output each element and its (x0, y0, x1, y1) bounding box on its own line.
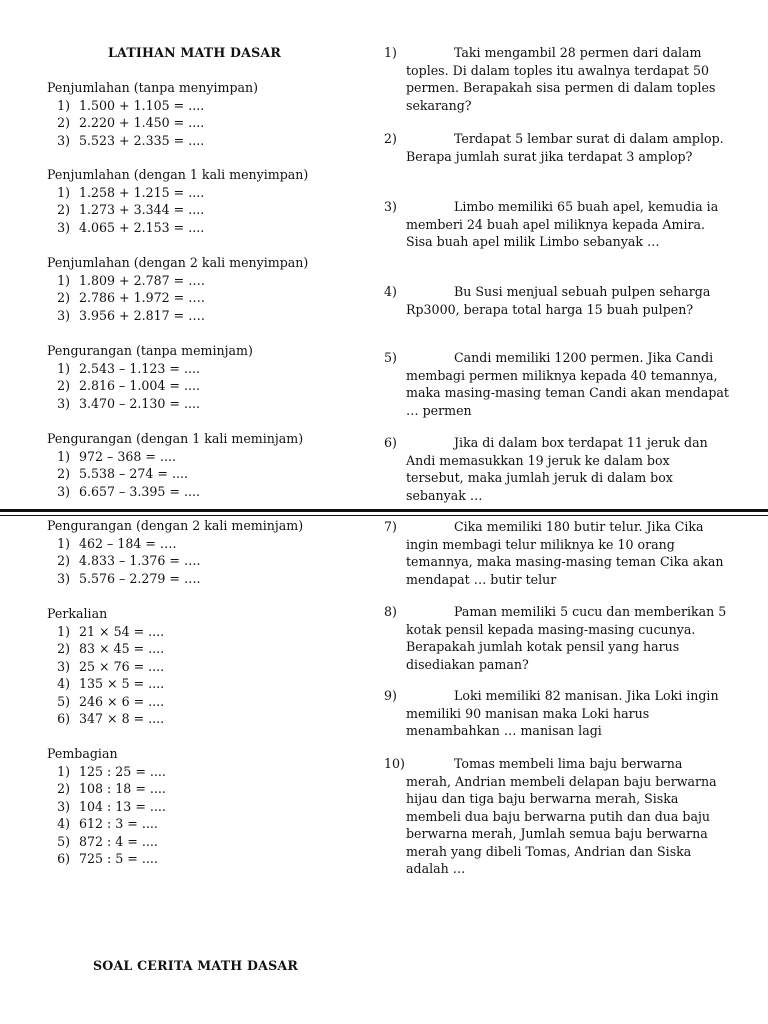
question-number: 6) (384, 435, 397, 450)
item-number: 1) (57, 535, 70, 551)
section-addition-no-carry (47, 79, 367, 149)
item-number: 2) (57, 781, 70, 796)
item-number: 1) (57, 623, 70, 639)
list-item (47, 307, 367, 325)
item-number: 2) (57, 378, 70, 393)
question-number: 7) (384, 519, 397, 534)
list-item (47, 780, 367, 798)
item-number: 3) (57, 798, 70, 814)
list-item (47, 97, 367, 115)
question-number: 3) (384, 199, 397, 214)
list-item (47, 552, 367, 570)
item-text: 1.273 + 3.344 = .... (79, 202, 205, 217)
list-item (47, 815, 367, 833)
item-number: 3) (57, 570, 70, 586)
item-text: 972 – 368 = .... (79, 448, 176, 464)
question-text: Terdapat 5 lembar surat di dalam amplop. Berapa jumlah surat jika terdapat 3 amplop? (406, 131, 724, 164)
item-text: 5.576 – 2.279 = …. (79, 570, 201, 586)
list-item (47, 448, 367, 466)
item-number: 4) (57, 816, 70, 831)
list-item (47, 377, 367, 395)
question-number: 5) (384, 350, 397, 365)
item-number: 3) (57, 307, 70, 323)
item-text: 4.833 – 1.376 = …. (79, 553, 201, 568)
item-number: 3) (57, 483, 70, 499)
list-item (47, 763, 367, 781)
list-item (47, 184, 367, 202)
question-4 (384, 283, 729, 318)
list-item (47, 570, 367, 588)
item-text: 5.538 – 274 = .... (79, 466, 188, 481)
item-number: 1) (57, 448, 70, 464)
item-number: 1) (57, 184, 70, 200)
item-number: 1) (57, 360, 70, 376)
question-number: 1) (384, 45, 397, 60)
question-number: 2) (384, 131, 397, 146)
item-text: 2.816 – 1.004 = .... (79, 378, 200, 393)
section-subtraction-two-borrow (47, 517, 367, 587)
question-text: Cika memiliki 180 butir telur. Jika Cika ingin membagi telur miliknya ke 10 orang temannya, maka masing-masing teman Cika akan mendapat … butir telur (406, 519, 724, 587)
list-item (47, 710, 367, 728)
question-2 (384, 130, 729, 165)
item-text: 83 × 45 = .... (79, 641, 165, 656)
section-addition-two-carry (47, 254, 367, 324)
item-number: 3) (57, 132, 70, 148)
item-number: 4) (57, 676, 70, 691)
section-heading: Penjumlahan (dengan 1 kali menyimpan) (47, 167, 309, 182)
item-text: 1.500 + 1.105 = .... (79, 97, 205, 113)
section-heading: Penjumlahan (tanpa menyimpan) (47, 80, 259, 95)
question-6 (384, 434, 729, 504)
item-number: 5) (57, 693, 70, 709)
list-item (47, 272, 367, 290)
list-item (47, 465, 367, 483)
item-number: 3) (57, 658, 70, 674)
question-number: 4) (384, 284, 397, 299)
item-text: 462 – 184 = …. (79, 535, 177, 551)
question-text: Candi memiliki 1200 permen. Jika Candi membagi permen miliknya kepada 40 temannya, maka masing-masing teman Candi akan mendapat … permen (406, 350, 729, 418)
item-text: 347 × 8 = .... (79, 711, 165, 726)
item-number: 3) (57, 395, 70, 411)
item-number: 2) (57, 553, 70, 568)
item-text: 612 : 3 = .... (79, 816, 158, 831)
question-number: 10) (384, 756, 405, 771)
section-heading: Pembagian (47, 746, 118, 761)
page-divider-thin (0, 515, 768, 516)
list-item (47, 395, 367, 413)
list-item (47, 289, 367, 307)
item-text: 125 : 25 = .... (79, 763, 166, 779)
section-subtraction-one-borrow (47, 430, 367, 500)
section-heading: Pengurangan (dengan 2 kali meminjam) (47, 518, 304, 533)
story-problems-title: SOAL CERITA MATH DASAR (93, 958, 298, 973)
question-8 (384, 603, 729, 673)
item-number: 2) (57, 202, 70, 217)
item-text: 1.258 + 1.215 = .... (79, 184, 205, 200)
question-number: 8) (384, 604, 397, 619)
item-number: 2) (57, 466, 70, 481)
item-number: 5) (57, 833, 70, 849)
list-item (47, 201, 367, 219)
question-text: Jika di dalam box terdapat 11 jeruk dan Andi memasukkan 19 jeruk ke dalam box tersebut, maka jumlah jeruk di dalam box sebanyak … (406, 435, 708, 503)
question-5 (384, 349, 729, 419)
section-addition-one-carry (47, 166, 367, 236)
section-heading: Pengurangan (dengan 1 kali meminjam) (47, 431, 304, 446)
question-7 (384, 518, 729, 588)
page-divider (0, 509, 768, 512)
item-number: 1) (57, 272, 70, 288)
item-number: 6) (57, 711, 70, 726)
list-item (47, 535, 367, 553)
item-text: 5.523 + 2.335 = .... (79, 132, 205, 148)
list-item (47, 132, 367, 150)
question-3 (384, 198, 729, 251)
list-item (47, 833, 367, 851)
list-item (47, 640, 367, 658)
list-item (47, 850, 367, 868)
section-division (47, 745, 367, 868)
question-9 (384, 687, 729, 740)
item-text: 3.956 + 2.817 = …. (79, 307, 205, 323)
item-text: 104 : 13 = .... (79, 798, 166, 814)
question-text: Loki memiliki 82 manisan. Jika Loki ingin memiliki 90 manisan maka Loki harus menambahkan … manisan lagi (406, 688, 719, 738)
question-text: Bu Susi menjual sebuah pulpen seharga Rp3000, berapa total harga 15 buah pulpen? (406, 284, 711, 317)
item-number: 2) (57, 115, 70, 130)
item-text: 3.470 – 2.130 = .... (79, 395, 200, 411)
item-number: 1) (57, 763, 70, 779)
list-item (47, 675, 367, 693)
list-item (47, 219, 367, 237)
question-text: Limbo memiliki 65 buah apel, kemudia ia memberi 24 buah apel miliknya kepada Amira. Sisa buah apel milik Limbo sebanyak … (406, 199, 719, 249)
item-number: 1) (57, 97, 70, 113)
item-text: 872 : 4 = .... (79, 833, 158, 849)
question-number: 9) (384, 688, 397, 703)
list-item (47, 693, 367, 711)
item-number: 3) (57, 219, 70, 235)
item-number: 6) (57, 851, 70, 866)
question-text: Paman memiliki 5 cucu dan memberikan 5 kotak pensil kepada masing-masing cucunya. Berapakah jumlah kotak pensil yang harus disediakan paman? (406, 604, 727, 672)
item-text: 246 × 6 = .... (79, 693, 165, 709)
item-text: 108 : 18 = .... (79, 781, 166, 796)
question-10 (384, 755, 729, 878)
question-1 (384, 44, 729, 114)
item-text: 135 × 5 = .... (79, 676, 165, 691)
item-text: 25 × 76 = .... (79, 658, 165, 674)
item-text: 725 : 5 = .... (79, 851, 158, 866)
item-number: 2) (57, 641, 70, 656)
list-item (47, 623, 367, 641)
list-item (47, 658, 367, 676)
item-text: 2.786 + 1.972 = …. (79, 290, 205, 305)
list-item (47, 114, 367, 132)
list-item (47, 798, 367, 816)
item-text: 2.543 – 1.123 = .... (79, 360, 200, 376)
section-heading: Pengurangan (tanpa meminjam) (47, 343, 253, 358)
section-heading: Penjumlahan (dengan 2 kali menyimpan) (47, 255, 309, 270)
item-text: 2.220 + 1.450 = .... (79, 115, 205, 130)
item-text: 4.065 + 2.153 = .... (79, 219, 205, 235)
list-item (47, 483, 367, 501)
item-text: 6.657 – 3.395 = .... (79, 483, 200, 499)
section-heading: Perkalian (47, 606, 108, 621)
item-number: 2) (57, 290, 70, 305)
page-title: LATIHAN MATH DASAR (108, 45, 282, 60)
section-subtraction-no-borrow (47, 342, 367, 412)
question-text: Tomas membeli lima baju berwarna merah, Andrian membeli delapan baju berwarna hijau dan tiga baju berwarna merah, Siska membeli dua baju berwarna putih dan dua baju berwarna merah, Jumlah semua baju berwarna merah yang dibeli Tomas, Andrian dan Siska adalah … (406, 756, 717, 876)
list-item (47, 360, 367, 378)
section-multiplication (47, 605, 367, 728)
item-text: 21 × 54 = .... (79, 623, 165, 639)
question-text: Taki mengambil 28 permen dari dalam toples. Di dalam toples itu awalnya terdapat 50 permen. Berapakah sisa permen di dalam toples sekarang? (406, 45, 716, 113)
item-text: 1.809 + 2.787 = …. (79, 272, 205, 288)
